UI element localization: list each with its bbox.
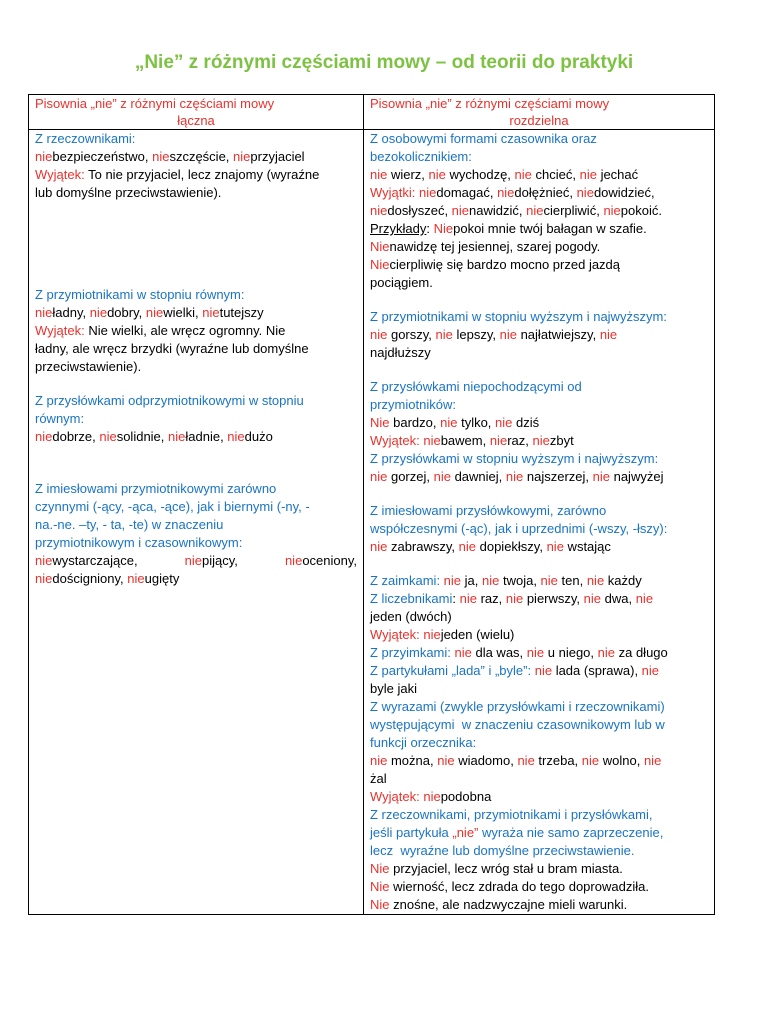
header-separate	[364, 95, 715, 130]
rule-line	[370, 432, 708, 450]
example-text: raz,	[507, 433, 533, 448]
rule-line	[370, 130, 708, 148]
example-text: dwa,	[601, 591, 636, 606]
rule-line	[370, 538, 708, 556]
nie-highlight: nie	[370, 203, 388, 218]
rule-line	[35, 534, 357, 552]
nie-highlight: Wyjątki: nie	[370, 185, 437, 200]
example-text: :	[426, 221, 434, 236]
rule-line	[35, 130, 357, 148]
rule-line	[370, 378, 708, 396]
nie-highlight: nie	[583, 591, 602, 606]
example-text: przyjaciel, lecz wróg stał u bram miasta.	[389, 861, 623, 876]
rule-heading-text: Z przysłówkami niepochodzącymi od	[370, 379, 582, 394]
rule-line	[370, 414, 708, 432]
nie-highlight: nie	[592, 469, 610, 484]
example-text: ładnie,	[185, 429, 228, 444]
example-text: wystarczające,	[52, 553, 185, 568]
rule-section	[35, 392, 357, 446]
example-text: ten,	[557, 573, 587, 588]
nie-highlight: nie	[459, 591, 477, 606]
example-text: wiadomo,	[454, 753, 518, 768]
example-text: wolno,	[599, 753, 644, 768]
example-text: oceniony,	[302, 553, 357, 568]
rule-line	[370, 680, 708, 698]
nie-highlight: nie	[35, 429, 53, 444]
rule-line	[35, 166, 357, 184]
nie-highlight: nie	[586, 573, 605, 588]
example-text: tylko,	[457, 415, 496, 430]
example-text: :	[452, 591, 460, 606]
nie-highlight: nie	[433, 469, 451, 484]
nie-highlight: nie	[579, 167, 597, 182]
example-text: znośne, ale nadzwyczajne mieli warunki.	[389, 897, 628, 912]
table-body-row	[29, 130, 715, 915]
example-text: najwyżej	[609, 469, 664, 484]
example-text: przyjaciel	[250, 149, 305, 164]
nie-highlight: nie	[99, 429, 117, 444]
rule-heading-text: Z wyrazami (zwykle przysłówkami i rzeczownikami)	[370, 699, 665, 714]
nie-highlight: nie	[370, 753, 388, 768]
example-text: zbyt	[549, 433, 574, 448]
example-text: dołężnieć,	[514, 185, 577, 200]
rule-line	[370, 308, 708, 326]
example-text: szczęście,	[169, 149, 234, 164]
rule-line	[370, 166, 708, 184]
rule-heading-text: równym:	[35, 411, 85, 426]
nie-highlight: Nie	[370, 897, 390, 912]
rule-line	[35, 428, 357, 446]
rule-heading-text: Z przyimkami:	[370, 645, 455, 660]
example-text: Nie wielki, ale wręcz ogromny. Nie	[84, 323, 286, 338]
rule-line	[35, 340, 357, 358]
nie-highlight: nie	[370, 539, 388, 554]
example-text: zabrawszy,	[387, 539, 459, 554]
rule-line	[370, 274, 708, 292]
rule-line	[370, 842, 708, 860]
rule-heading-text: Z przymiotnikami w stopniu równym:	[35, 287, 245, 302]
nie-highlight: nie	[233, 149, 251, 164]
example-text: podobna	[440, 789, 492, 804]
example-text: wychodzę,	[445, 167, 515, 182]
example-text: byle jaki	[370, 681, 417, 696]
example-text: pierwszy,	[523, 591, 584, 606]
rule-heading-text: Z zaimkami:	[370, 573, 444, 588]
rule-line	[370, 238, 708, 256]
example-text: wstając	[563, 539, 611, 554]
rule-section	[370, 130, 708, 292]
rule-section	[370, 308, 708, 362]
nie-highlight: Nie	[370, 861, 390, 876]
rule-line	[35, 184, 357, 202]
example-text: dziś	[512, 415, 540, 430]
rule-line	[35, 358, 357, 376]
rule-line	[370, 468, 708, 486]
rule-line	[35, 322, 357, 340]
example-text: dopiekłszy,	[476, 539, 547, 554]
rule-line	[370, 520, 708, 538]
example-text: najszerzej,	[523, 469, 593, 484]
nie-highlight: nie	[532, 433, 550, 448]
rule-line	[370, 644, 708, 662]
rule-section	[35, 480, 357, 588]
rule-line	[370, 608, 708, 626]
nie-highlight: nie	[443, 573, 462, 588]
nie-highlight: nie	[526, 203, 544, 218]
spelling-table	[28, 94, 715, 915]
rule-heading-text: Z osobowymi formami czasownika oraz	[370, 131, 597, 146]
nie-highlight: nie	[284, 553, 303, 568]
rule-line	[370, 806, 708, 824]
nie-highlight: nie	[152, 149, 170, 164]
header-joined	[29, 95, 364, 130]
nie-highlight: nie	[581, 753, 600, 768]
rule-heading-text: Z przysłówkami w stopniu wyższym i najwyższym:	[370, 451, 659, 466]
rule-heading-text: Z imiesłowami przymiotnikowymi zarówno	[35, 481, 277, 496]
example-text: dużo	[244, 429, 273, 444]
nie-highlight: nie	[489, 433, 508, 448]
rule-heading-text: Z liczebnikami	[370, 591, 453, 606]
nie-highlight: nie	[440, 415, 458, 430]
section-gap	[370, 292, 708, 308]
rule-line	[370, 896, 708, 914]
example-text: jeden (wielu)	[440, 627, 515, 642]
rule-line	[370, 590, 708, 608]
example-text: najdłuższy	[370, 345, 431, 360]
nie-highlight: Nie	[370, 415, 390, 430]
section-gap	[35, 446, 357, 480]
nie-highlight: nie	[505, 469, 524, 484]
rule-section	[370, 502, 708, 556]
nie-highlight: nie	[370, 327, 388, 342]
example-text: pokoi mnie twój bałagan w szafie.	[453, 221, 647, 236]
rule-line	[35, 286, 357, 304]
rule-heading-text: Z rzeczownikami, przymiotnikami i przysłówkami,	[370, 807, 653, 822]
nie-highlight: nie	[35, 571, 53, 586]
rule-line	[370, 184, 708, 202]
rule-heading-text: lecz wyraźne lub domyślne przeciwstawienie.	[370, 843, 635, 858]
example-text: dosłyszeć,	[387, 203, 452, 218]
example-text: najłatwiejszy,	[516, 327, 600, 342]
rule-heading-text: bezokolicznikiem:	[370, 149, 472, 164]
nie-highlight: nie	[454, 645, 472, 660]
example-text: nawidzić,	[469, 203, 527, 218]
rule-line	[35, 516, 357, 534]
nie-highlight: nie	[35, 305, 53, 320]
nie-highlight: nie	[227, 429, 245, 444]
example-text: lepszy,	[452, 327, 500, 342]
page-title: „Nie” z różnymi częściami mowy – od teorii do praktyki	[134, 52, 634, 73]
example-text: dobrze,	[52, 429, 100, 444]
rule-line	[35, 304, 357, 322]
separate-spelling-column	[364, 130, 715, 915]
section-gap	[370, 362, 708, 378]
rule-line	[35, 552, 357, 570]
example-text: ja,	[461, 573, 482, 588]
rule-heading-text: przymiotnikowym i czasownikowym:	[35, 535, 243, 550]
rule-heading-text: jeśli partykuła	[370, 825, 453, 840]
rule-heading-text: współczesnymi (-ąc), jak i uprzednimi (-wszy, -łszy):	[370, 521, 668, 536]
example-text: jeden (dwóch)	[370, 609, 452, 624]
example-text: żal	[370, 771, 387, 786]
rule-line	[370, 734, 708, 752]
example-text: bardzo,	[389, 415, 441, 430]
rule-section	[370, 378, 708, 486]
nie-highlight: Wyjątek:	[35, 167, 85, 182]
example-text: dowidzieć,	[593, 185, 655, 200]
example-text: cierpliwić,	[543, 203, 604, 218]
nie-highlight: Wyjątek: nie	[370, 433, 441, 448]
nie-highlight: nie	[127, 571, 145, 586]
nie-highlight: nie	[437, 753, 455, 768]
example-text: dościgniony,	[52, 571, 128, 586]
example-text: bezpieczeństwo,	[52, 149, 153, 164]
nie-highlight: nie	[458, 539, 476, 554]
rule-line	[370, 662, 708, 680]
nie-highlight: nie	[370, 167, 388, 182]
nie-highlight: nie	[497, 185, 515, 200]
example-text: pokoić.	[620, 203, 662, 218]
joined-spelling-column	[29, 130, 364, 915]
nie-highlight: nie	[370, 469, 388, 484]
rule-heading-text: Z przymiotnikami w stopniu wyższym i najwyższym:	[370, 309, 667, 324]
rule-line	[370, 770, 708, 788]
nie-highlight: nie	[202, 305, 220, 320]
rule-line	[370, 202, 708, 220]
nie-highlight: nie	[35, 149, 53, 164]
rule-heading-text: występującymi w znaczeniu czasownikowym lub w	[370, 717, 665, 732]
rule-line	[35, 498, 357, 516]
example-text: wierność, lecz zdrada do tego doprowadziła.	[389, 879, 649, 894]
nie-highlight: nie	[534, 663, 553, 678]
rule-line	[370, 450, 708, 468]
example-text: nawidzę tej jesiennej, szarej pogody.	[389, 239, 601, 254]
example-text: raz,	[476, 591, 506, 606]
example-text: gorzej,	[387, 469, 434, 484]
nie-highlight: nie	[546, 539, 564, 554]
rule-line	[370, 572, 708, 590]
example-text: pijący,	[202, 553, 285, 568]
section-gap	[35, 376, 357, 392]
rule-heading-text: czynnymi (-ący, -ąca, -ące), jak i biernymi (-ny, -	[35, 499, 310, 514]
example-text: wielki,	[163, 305, 203, 320]
nie-highlight: nie	[603, 203, 621, 218]
rule-section	[35, 130, 357, 202]
nie-highlight: nie	[499, 327, 517, 342]
rule-heading-text: Z przysłówkami odprzymiotnikowymi w stopniu	[35, 393, 304, 408]
example-text: gorszy,	[387, 327, 436, 342]
example-text: Przykłady	[370, 221, 427, 236]
example-text: trzeba,	[534, 753, 582, 768]
rule-section	[370, 572, 708, 914]
example-text: wierz,	[387, 167, 429, 182]
example-text: bawem,	[440, 433, 490, 448]
example-text: lub domyślne przeciwstawienie).	[35, 185, 222, 200]
rule-heading-text: funkcji orzecznika:	[370, 735, 477, 750]
nie-highlight: Nie	[370, 239, 390, 254]
nie-highlight: nie	[635, 591, 654, 606]
nie-highlight: Wyjątek:	[35, 323, 85, 338]
nie-highlight: Wyjątek: nie	[370, 627, 441, 642]
nie-highlight: nie	[35, 553, 53, 568]
nie-highlight: nie	[145, 305, 164, 320]
rule-section	[35, 286, 357, 376]
nie-highlight: nie	[576, 185, 594, 200]
nie-highlight: nie	[168, 429, 186, 444]
example-text: lada (sprawa),	[552, 663, 642, 678]
rule-line	[35, 148, 357, 166]
example-text: solidnie,	[116, 429, 169, 444]
example-text: jechać	[596, 167, 639, 182]
nie-highlight: Wyjątek: nie	[370, 789, 441, 804]
nie-highlight: nie	[517, 753, 535, 768]
example-text: ładny, ale wręcz brzydki (wyraźne lub domyślne	[35, 341, 309, 356]
rule-heading-text: Z partykułami „lada” i „byle”:	[370, 663, 535, 678]
rule-heading-text: na.-ne. –ty, - ta, -te) w znaczeniu	[35, 517, 224, 532]
rule-line	[370, 502, 708, 520]
rule-line	[370, 752, 708, 770]
example-text: każdy	[604, 573, 642, 588]
rule-heading-text: Z rzeczownikami:	[35, 131, 136, 146]
example-text: ugięty	[144, 571, 180, 586]
example-text: można,	[387, 753, 438, 768]
rule-line	[370, 716, 708, 734]
rule-line	[370, 698, 708, 716]
rule-line	[35, 570, 357, 588]
example-text: dobry,	[107, 305, 146, 320]
rule-heading-text: Z imiesłowami przysłówkowymi, zarówno	[370, 503, 607, 518]
nie-highlight: nie	[428, 167, 446, 182]
rule-heading-text: przymiotników:	[370, 397, 456, 412]
nie-highlight: nie	[89, 305, 108, 320]
example-text: To nie przyjaciel, lecz znajomy (wyraźne	[84, 167, 320, 182]
rule-line	[35, 410, 357, 428]
nie-highlight: „nie”	[452, 825, 479, 840]
nie-highlight: nie	[451, 203, 470, 218]
rule-line	[370, 148, 708, 166]
example-text: tutejszy	[219, 305, 264, 320]
nie-highlight: Nie	[433, 221, 454, 236]
rule-line	[370, 788, 708, 806]
example-text: dawniej,	[450, 469, 506, 484]
example-text: cierpliwię się bardzo mocno przed jazdą	[389, 257, 621, 272]
table-header-row	[29, 95, 715, 130]
example-text: u niego,	[544, 645, 598, 660]
section-gap	[370, 486, 708, 502]
nie-highlight: nie	[514, 167, 532, 182]
example-text: twoja,	[499, 573, 541, 588]
rule-line	[370, 824, 708, 842]
header-joined-line1: Pisownia „nie” z różnymi częściami mowy	[35, 96, 275, 111]
nie-highlight: nie	[435, 327, 453, 342]
example-text: chcieć,	[531, 167, 580, 182]
nie-highlight: nie	[597, 645, 615, 660]
rule-line	[370, 878, 708, 896]
example-text: pociągiem.	[370, 275, 433, 290]
example-text: ładny,	[52, 305, 90, 320]
rule-line	[370, 626, 708, 644]
header-separate-line2: rozdzielna	[509, 113, 569, 128]
header-joined-line2: łączna	[177, 113, 215, 128]
section-gap	[35, 202, 357, 286]
header-separate-line1: Pisownia „nie” z różnymi częściami mowy	[370, 96, 610, 111]
rule-line	[370, 860, 708, 878]
nie-highlight: Nie	[370, 257, 390, 272]
nie-highlight: nie	[540, 573, 558, 588]
nie-highlight: nie	[495, 415, 513, 430]
nie-highlight: nie	[526, 645, 545, 660]
nie-highlight: nie	[599, 327, 618, 342]
rule-line	[370, 256, 708, 274]
rule-line	[370, 220, 708, 238]
example-text: domagać,	[436, 185, 498, 200]
rule-heading-text: wyraża nie samo zaprzeczenie,	[478, 825, 664, 840]
rule-line	[35, 480, 357, 498]
rule-line	[35, 392, 357, 410]
example-text: dla was,	[471, 645, 527, 660]
nie-highlight: nie	[643, 753, 662, 768]
nie-highlight: nie	[505, 591, 524, 606]
section-gap	[370, 556, 708, 572]
rule-line	[370, 396, 708, 414]
nie-highlight: nie	[482, 573, 500, 588]
nie-highlight: nie	[184, 553, 203, 568]
rule-line	[370, 326, 708, 344]
nie-highlight: Nie	[370, 879, 390, 894]
example-text: za długo	[615, 645, 668, 660]
rule-line	[370, 344, 708, 362]
nie-highlight: nie	[641, 663, 660, 678]
example-text: przeciwstawienie).	[35, 359, 142, 374]
